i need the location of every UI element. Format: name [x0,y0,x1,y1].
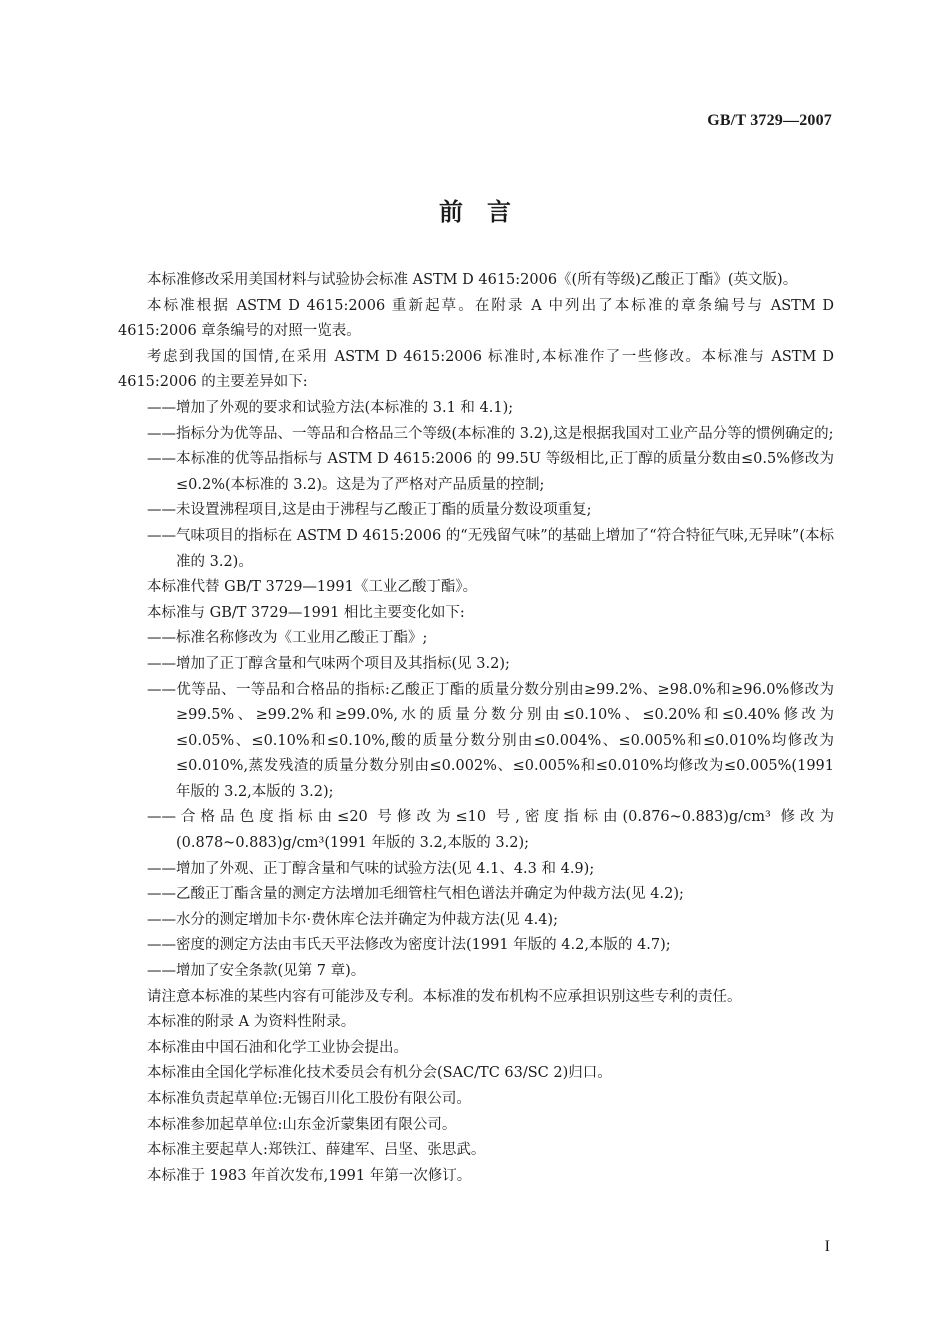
paragraph: 本标准根据 ASTM D 4615:2006 重新起草。在附录 A 中列出了本标准的章条编号与 ASTM D 4615:2006 章条编号的对照一览表。 [118,297,834,340]
list-item: ——乙酸正丁酯含量的测定方法增加毛细管柱气相色谱法并确定为仲裁方法(见 4.2); [147,886,684,903]
list-item: ——指标分为优等品、一等品和合格品三个等级(本标准的 3.2),这是根据我国对工业产品分等的惯例确定的; [147,425,834,442]
paragraph: 本标准主要起草人:郑铁江、薛建军、吕坚、张思武。 [147,1142,486,1159]
paragraph: 本标准代替 GB/T 3729—1991《工业乙酸丁酯》。 [147,579,478,596]
paragraph: 本标准由全国化学标准化技术委员会有机分会(SAC/TC 63/SC 2)归口。 [147,1065,612,1082]
paragraph: 本标准修改采用美国材料与试验协会标准 ASTM D 4615:2006《(所有等级)乙酸正丁酯》(英文版)。 [147,272,798,288]
list-item: ——密度的测定方法由韦氏天平法修改为密度计法(1991 年版的 4.2,本版的 4.7); [147,937,671,954]
list-item: ——标准名称修改为《工业用乙酸正丁酯》; [147,630,428,647]
paragraph: 本标准与 GB/T 3729—1991 相比主要变化如下: [147,604,465,621]
paragraph: 本标准于 1983 年首次发布,1991 年第一次修订。 [147,1167,472,1184]
standard-code: GB/T 3729—2007 [707,112,832,129]
paragraph: 本标准由中国石油和化学工业协会提出。 [147,1039,408,1056]
list-item: ——增加了正丁醇含量和气味两个项目及其指标(见 3.2); [147,655,510,672]
list-item: ——未设置沸程项目,这是由于沸程与乙酸正丁酯的质量分数设项重复; [147,502,592,519]
list-item: ——优等品、一等品和合格品的指标:乙酸正丁酯的质量分数分别由≥99.2%、≥98.0%和≥96.0%修改为≥99.5%、≥99.2%和≥99.0%,水的质量分数分别由≤0.10%、≤0.20%和≤0.40%修改为≤0.05%、≤0.10%和≤0.10%,酸的质量分数分别由≤0.004%、≤0.005%和≤0.010%均修改为≤0.010%,蒸发残渣的质量分数分别由≤0.002%、≤0.005%和≤0.010%均修改为≤0.005%(1991 年版的 3.2,本版的 3.2); [147,681,834,800]
paragraph: 本标准参加起草单位:山东金沂蒙集团有限公司。 [147,1116,457,1133]
list-item: ——增加了外观的要求和试验方法(本标准的 3.1 和 4.1); [147,399,514,416]
list-item: ——气味项目的指标在 ASTM D 4615:2006 的“无残留气味”的基础上增加了“符合特征气味,无异味”(本标准的 3.2)。 [147,527,834,570]
list-item: ——增加了安全条款(见第 7 章)。 [147,963,366,980]
paragraph: 本标准的附录 A 为资料性附录。 [147,1014,356,1031]
list-item: ——本标准的优等品指标与 ASTM D 4615:2006 的 99.5U 等级相比,正丁醇的质量分数由≤0.5%修改为≤0.2%(本标准的 3.2)。这是为了严格对产品质量的控制; [147,451,834,493]
list-item: ——增加了外观、正丁醇含量和气味的试验方法(见 4.1、4.3 和 4.9); [147,860,595,877]
list-item: ——合格品色度指标由≤20 号修改为≤10 号,密度指标由(0.876~0.883)g/cm³ 修改为(0.878~0.883)g/cm³(1991 年版的 3.2,本版的 3.2); [147,809,834,852]
document-body [118,268,834,1189]
page-title: 前言 [439,198,535,226]
list-item: ——水分的测定增加卡尔·费休库仑法并确定为仲裁方法(见 4.4); [147,911,558,928]
page-number: I [824,1238,830,1255]
paragraph: 本标准负责起草单位:无锡百川化工股份有限公司。 [147,1091,471,1107]
paragraph: 考虑到我国的国情,在采用 ASTM D 4615:2006 标准时,本标准作了一些修改。本标准与 ASTM D 4615:2006 的主要差异如下: [118,348,834,391]
paragraph: 请注意本标准的某些内容有可能涉及专利。本标准的发布机构不应承担识别这些专利的责任。 [147,988,742,1005]
